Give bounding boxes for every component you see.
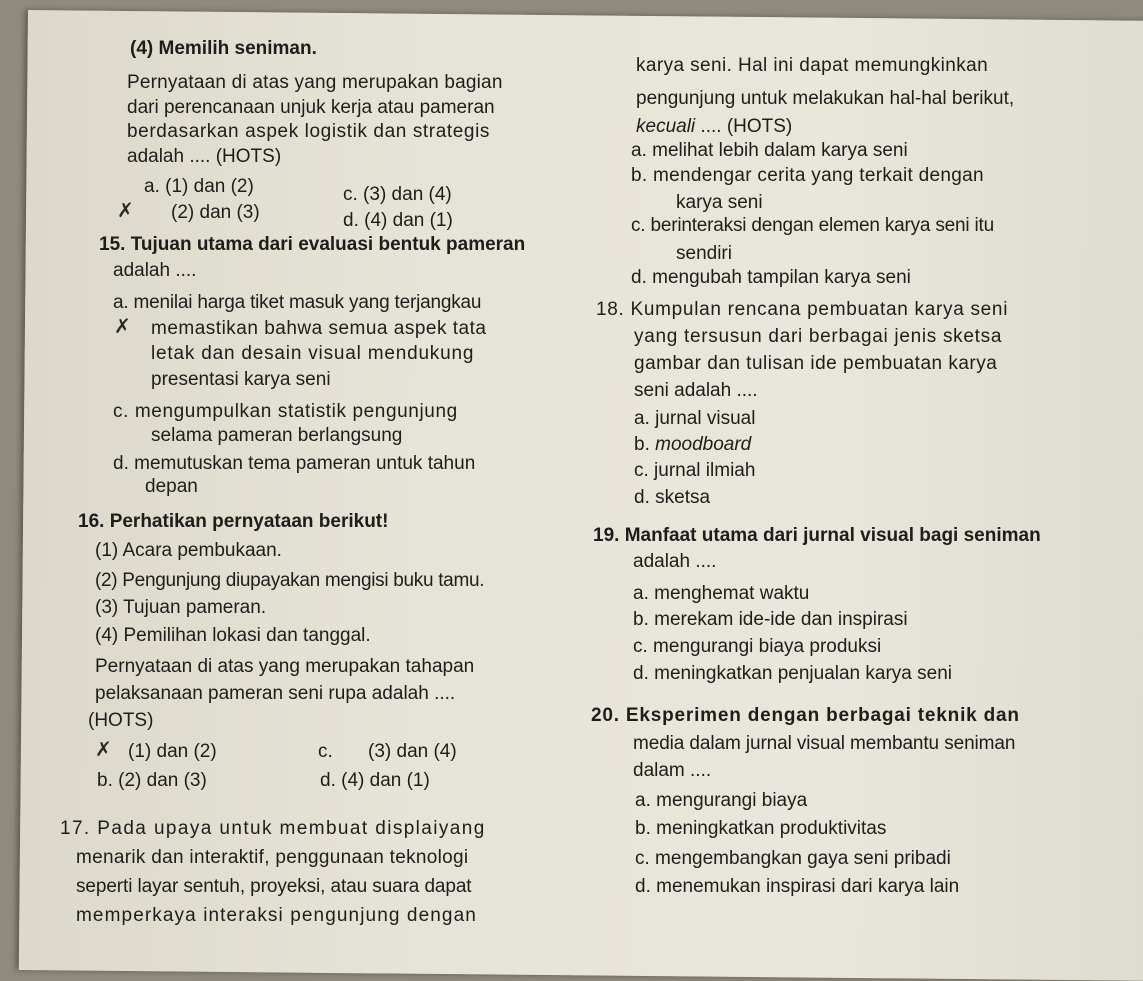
q16-option-c: (3) dan (4) (368, 741, 457, 762)
q16-option-c-label: c. (318, 741, 333, 762)
q17-stem-line-3: seperti layar sentuh, proyeksi, atau suara dapat (76, 876, 472, 897)
q17-option-b-line-2: karya seni (676, 192, 763, 213)
q16-stem: 16. Perhatikan pernyataan berikut! (78, 511, 389, 532)
q14-stem-line-4: adalah .... (HOTS) (127, 146, 282, 167)
q20-option-c: c. mengembangkan gaya seni pribadi (635, 848, 951, 869)
q14-option-d: d. (4) dan (1) (343, 210, 453, 231)
q17-option-c-line-2: sendiri (676, 243, 732, 264)
q20-option-d: d. menemukan inspirasi dari karya lain (635, 876, 960, 897)
q19-option-c: c. mengurangi biaya produksi (633, 636, 882, 657)
q15-option-b-line-3: presentasi karya seni (151, 369, 331, 390)
q16-option-a: (1) dan (2) (128, 741, 217, 762)
q15-stem-line-1: 15. Tujuan utama dari evaluasi bentuk pameran (99, 234, 526, 255)
q15-option-a: a. menilai harga tiket masuk yang terjangkau (113, 292, 482, 313)
q16-question-line-3: (HOTS) (88, 710, 154, 731)
q14-option-b: (2) dan (3) (171, 202, 260, 223)
q19-option-b: b. merekam ide-ide dan inspirasi (633, 609, 908, 630)
q17-option-d: d. mengubah tampilan karya seni (631, 267, 911, 288)
q18-option-b (634, 434, 751, 456)
q16-item-1: (1) Acara pembukaan. (95, 540, 282, 561)
q14-stem-line-2: dari perencanaan unjuk kerja atau pameran (127, 97, 495, 118)
q17-option-c-line-1: c. berinteraksi dengan elemen karya seni itu (631, 215, 994, 236)
q20-option-a: a. mengurangi biaya (635, 790, 808, 811)
q16-question-line-1: Pernyataan di atas yang merupakan tahapan (95, 656, 475, 677)
q18-option-c: c. jurnal ilmiah (634, 460, 756, 481)
q15-option-c-line-2: selama pameran berlangsung (151, 425, 403, 446)
q15-option-c-line-1: c. mengumpulkan statistik pengunjung (113, 401, 458, 422)
q15-stem-line-2: adalah .... (113, 260, 197, 281)
q17-option-b-line-1: b. mendengar cerita yang terkait dengan (631, 165, 984, 186)
answer-check-icon: ✗ (114, 316, 131, 338)
q18-stem-line-3: gambar dan tulisan ide pembuatan karya (634, 353, 998, 374)
q18-stem-line-1: 18. Kumpulan rencana pembuatan karya seni (596, 299, 1009, 320)
q17-stem-line-1: 17. Pada upaya untuk membuat displaiyang (60, 818, 486, 839)
q19-stem-line-1: 19. Manfaat utama dari jurnal visual bagi seniman (593, 525, 1041, 546)
q20-option-b: b. meningkatkan produktivitas (635, 818, 887, 839)
q14-option-c: c. (3) dan (4) (343, 184, 452, 205)
q18-stem-line-2: yang tersusun dari berbagai jenis sketsa (634, 326, 1003, 347)
q20-stem-line-1: 20. Eksperimen dengan berbagai teknik dan (591, 705, 1020, 726)
q14-stem-line-1: Pernyataan di atas yang merupakan bagian (127, 72, 503, 93)
q15-option-b-line-1: memastikan bahwa semua aspek tata (151, 318, 487, 339)
q15-option-d-line-1: d. memutuskan tema pameran untuk tahun (113, 453, 476, 474)
q14-item-4: (4) Memilih seniman. (130, 38, 317, 59)
q18-option-a: a. jurnal visual (634, 408, 756, 429)
q14-option-a: a. (1) dan (2) (144, 176, 254, 197)
q20-stem-line-2: media dalam jurnal visual membantu seniman (633, 733, 1016, 754)
q16-item-3: (3) Tujuan pameran. (95, 597, 267, 618)
q18-stem-line-4: seni adalah .... (634, 380, 758, 401)
q16-item-2: (2) Pengunjung diupayakan mengisi buku tamu. (95, 570, 485, 591)
q18-option-b-label: b. (634, 434, 656, 455)
q20-stem-line-3: dalam .... (633, 760, 712, 781)
q19-option-a: a. menghemat waktu (633, 583, 810, 604)
q17-hots: .... (HOTS) (695, 116, 793, 137)
q17-stem-line-4: memperkaya interaksi pengunjung dengan (76, 905, 477, 926)
q19-option-d: d. meningkatkan penjualan karya seni (633, 663, 952, 684)
q16-option-d: d. (4) dan (1) (320, 770, 430, 791)
q16-option-b: b. (2) dan (3) (97, 770, 207, 791)
q17-stem-line-2: menarik dan interaktif, penggunaan teknologi (76, 847, 469, 868)
q16-item-4: (4) Pemilihan lokasi dan tanggal. (95, 625, 371, 646)
q14-stem-line-3: berdasarkan aspek logistik dan strategis (127, 121, 491, 142)
answer-check-icon: ✗ (95, 739, 112, 761)
q17-cont-line-3 (636, 116, 792, 138)
q16-question-line-2: pelaksanaan pameran seni rupa adalah .... (95, 683, 456, 704)
q15-option-d-line-2: depan (145, 476, 198, 497)
q17-cont-line-2: pengunjung untuk melakukan hal-hal berikut, (636, 88, 1015, 109)
q17-option-a: a. melihat lebih dalam karya seni (631, 140, 908, 161)
q17-kecuali: kecuali (636, 116, 696, 137)
q18-option-d: d. sketsa (634, 487, 711, 508)
answer-check-icon: ✗ (117, 200, 134, 222)
q15-option-b-line-2: letak dan desain visual mendukung (151, 343, 475, 364)
q17-cont-line-1: karya seni. Hal ini dapat memungkinkan (636, 55, 989, 76)
q19-stem-line-2: adalah .... (633, 551, 717, 572)
q18-option-b-text: moodboard (655, 434, 752, 455)
